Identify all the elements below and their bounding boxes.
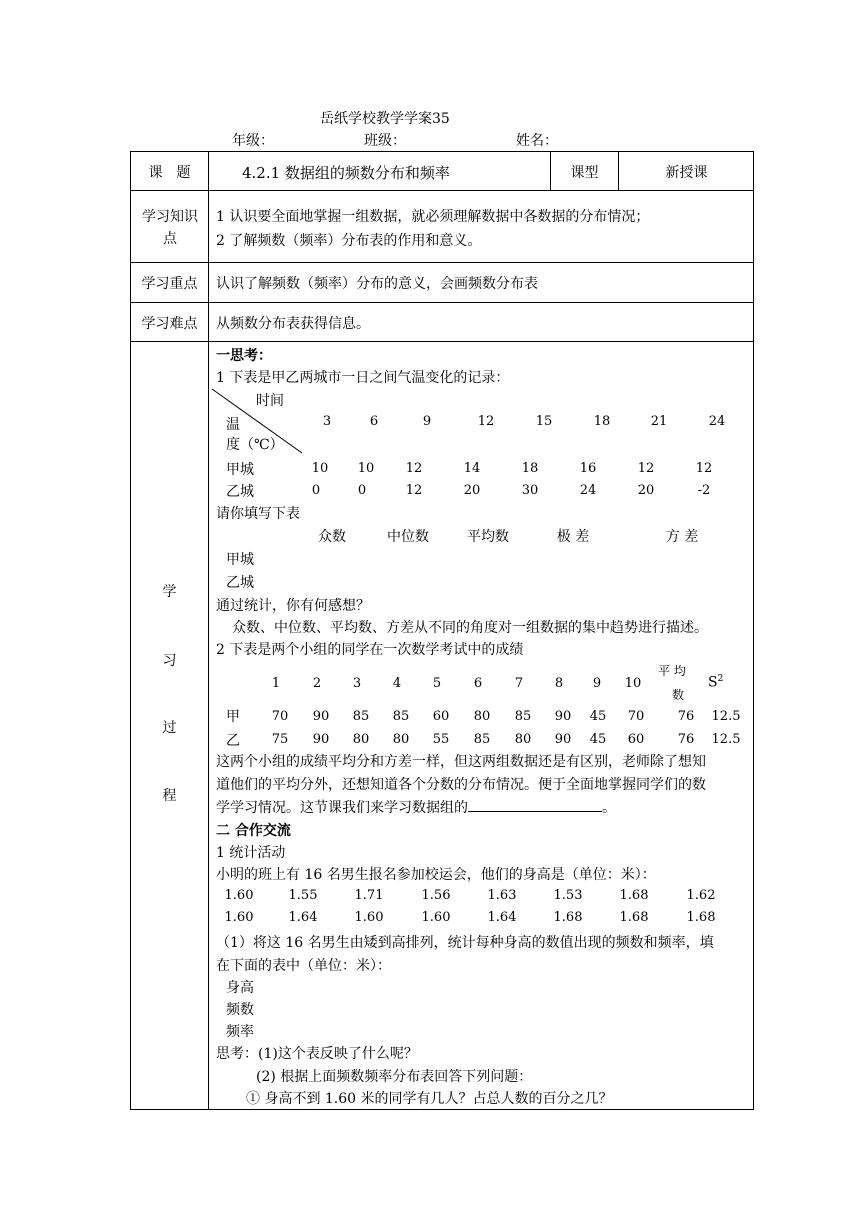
- score-cell: 45: [589, 709, 607, 724]
- height-cell: 1.53: [553, 888, 583, 903]
- stats-row-label: 甲城: [226, 552, 254, 568]
- process-label-char: 过: [162, 720, 177, 736]
- height-cell: 1.71: [354, 888, 384, 903]
- difficulty-label: 学习难点: [141, 316, 198, 332]
- grade-label: 年级：: [232, 133, 274, 149]
- col-divider: [208, 151, 209, 1110]
- temp-cell: 24: [579, 483, 597, 498]
- temp-header-1: 温: [226, 417, 240, 433]
- height-cell: 1.60: [354, 910, 384, 925]
- time-cell: 15: [535, 414, 553, 429]
- process-label-char: 习: [162, 653, 177, 669]
- temp-cell: 12: [637, 461, 655, 476]
- score-cell: 80: [392, 732, 410, 747]
- temp-cell: 0: [357, 483, 367, 498]
- process-label-char: 学: [162, 584, 177, 600]
- think-3: ① 身高不到 1.60 米的同学有几人？占总人数的百分之几？: [246, 1091, 613, 1107]
- avg-header-top: 平 均: [658, 664, 686, 678]
- temp-cell: 20: [637, 483, 655, 498]
- score-index: 7: [514, 676, 524, 691]
- score-cell: 45: [589, 732, 607, 747]
- time-cell: 9: [422, 414, 432, 429]
- time-cell: 24: [708, 414, 726, 429]
- topic-title: 4.2.1 数据组的频数分布和频率: [242, 164, 450, 182]
- score-index: 2: [312, 676, 322, 691]
- time-cell: 18: [593, 414, 611, 429]
- score-index: 5: [432, 676, 442, 691]
- task-1-line-1: （1）将这 16 名男生由矮到高排列，统计每种身高的数值出现的频数和频率，填: [216, 935, 714, 951]
- reflect-answer: 众数、中位数、平均数、方差从不同的角度对一组数据的集中趋势进行描述。: [232, 620, 708, 636]
- time-header: 时间: [256, 393, 284, 409]
- key-text: 认识了解频数（频率）分布的意义，会画频数分布表: [216, 276, 538, 292]
- freq-row-label: 频数: [226, 1002, 254, 1018]
- score-variance: 12.5: [711, 709, 741, 724]
- score-cell: 55: [432, 732, 450, 747]
- temp-cell: 0: [311, 483, 321, 498]
- temp-cell: 14: [463, 461, 481, 476]
- row-divider: [130, 190, 754, 191]
- city-jia-label: 甲城: [226, 462, 254, 478]
- fill-in-blank[interactable]: [468, 797, 602, 812]
- height-cell: 1.62: [686, 888, 716, 903]
- score-index: 10: [624, 676, 642, 691]
- time-cell: 21: [650, 414, 668, 429]
- paragraph-line-3: 学学习情况。这节课我们来学习数据组的 。: [216, 797, 616, 817]
- score-cell: 70: [271, 709, 289, 724]
- score-cell: 85: [352, 709, 370, 724]
- variance-header: $S^2$: [708, 674, 724, 691]
- process-label-char: 程: [162, 788, 177, 804]
- type-label: 课型: [570, 165, 599, 181]
- height-cell: 1.68: [553, 910, 583, 925]
- temp-cell: 18: [521, 461, 539, 476]
- temp-cell: 30: [521, 483, 539, 498]
- time-cell: 12: [477, 414, 495, 429]
- section-1-title: 一思考：: [216, 348, 272, 364]
- score-index: 3: [352, 676, 362, 691]
- row-divider: [130, 262, 754, 263]
- score-avg: 76: [677, 709, 695, 724]
- score-index: 6: [473, 676, 483, 691]
- temp-cell: -2: [697, 483, 711, 498]
- score-cell: 90: [312, 732, 330, 747]
- temp-cell: 10: [357, 461, 375, 476]
- row-divider: [130, 341, 754, 342]
- score-cell: 80: [473, 709, 491, 724]
- temp-header-2: 度（℃）: [226, 437, 284, 453]
- think-2: (2) 根据上面频数频率分布表回答下列问题：: [256, 1069, 533, 1085]
- score-cell: 85: [392, 709, 410, 724]
- group-yi-label: 乙: [226, 733, 240, 749]
- group-jia-label: 甲: [226, 709, 240, 725]
- height-cell: 1.68: [686, 910, 716, 925]
- stats-header: 众数: [318, 529, 346, 545]
- score-cell: 90: [554, 709, 572, 724]
- reflect-question: 通过统计，你有何感想？: [216, 598, 370, 614]
- score-index: 4: [392, 676, 402, 691]
- temp-cell: 10: [311, 461, 329, 476]
- freq-row-label: 频率: [226, 1024, 254, 1040]
- score-index: 8: [554, 676, 564, 691]
- stats-header: 方 差: [665, 529, 699, 545]
- score-cell: 80: [514, 732, 532, 747]
- class-label: 班级：: [364, 133, 406, 149]
- key-label: 学习重点: [141, 276, 198, 292]
- fill-prompt: 请你填写下表: [216, 506, 300, 522]
- type-value: 新授课: [665, 165, 708, 181]
- row-divider: [130, 302, 754, 303]
- score-avg: 76: [677, 732, 695, 747]
- height-cell: 1.68: [619, 910, 649, 925]
- name-label: 姓名：: [516, 133, 558, 149]
- paragraph-line-1: 这两个小组的成绩平均分和方差一样，但这两组数据还是有区别，老师除了想知: [216, 754, 706, 770]
- temp-cell: 12: [695, 461, 713, 476]
- height-cell: 1.60: [224, 910, 254, 925]
- height-cell: 1.60: [224, 888, 254, 903]
- score-cell: 60: [627, 732, 645, 747]
- avg-header-bottom: 数: [672, 688, 685, 702]
- question-1: 1 下表是甲乙两城市一日之间气温变化的记录：: [216, 370, 510, 386]
- stats-header: 中位数: [387, 529, 429, 545]
- height-cell: 1.64: [487, 910, 517, 925]
- page-title: 岳纸学校教学学案35: [320, 111, 450, 127]
- city-yi-label: 乙城: [226, 484, 254, 500]
- stats-header: 平均数: [467, 529, 509, 545]
- time-cell: 3: [322, 414, 332, 429]
- height-cell: 1.63: [487, 888, 517, 903]
- section-2-title: 二 合作交流: [216, 823, 291, 839]
- height-cell: 1.68: [619, 888, 649, 903]
- score-index: 9: [592, 676, 602, 691]
- knowledge-line-2: 2 了解频数（频率）分布表的作用和意义。: [216, 233, 482, 249]
- think-1: 思考：(1)这个表反映了什么呢？: [216, 1046, 418, 1062]
- temp-cell: 12: [405, 483, 423, 498]
- temp-cell: 12: [405, 461, 423, 476]
- score-cell: 90: [554, 732, 572, 747]
- knowledge-line-1: 1 认识要全面地掌握一组数据，就必须理解数据中各数据的分布情况；: [216, 209, 650, 225]
- temp-cell: 20: [463, 483, 481, 498]
- height-cell: 1.55: [288, 888, 318, 903]
- temp-cell: 16: [579, 461, 597, 476]
- activity-title: 1 统计活动: [216, 845, 286, 861]
- score-variance: 12.5: [711, 732, 741, 747]
- height-cell: 1.64: [288, 910, 318, 925]
- difficulty-text: 从频数分布表获得信息。: [216, 316, 370, 332]
- time-cell: 6: [369, 414, 379, 429]
- score-cell: 85: [473, 732, 491, 747]
- stats-header: 极 差: [556, 529, 590, 545]
- question-2: 2 下表是两个小组的同学在一次数学考试中的成绩: [216, 642, 524, 658]
- heights-intro: 小明的班上有 16 名男生报名参加校运会，他们的身高是（单位：米）：: [216, 867, 656, 883]
- score-cell: 75: [271, 732, 289, 747]
- score-cell: 60: [432, 709, 450, 724]
- knowledge-label: 学习知识点: [142, 209, 198, 247]
- height-cell: 1.56: [421, 888, 451, 903]
- score-cell: 90: [312, 709, 330, 724]
- paragraph-line-2: 道他们的平均分外，还想知道各个分数的分布情况。便于全面地掌握同学们的数: [216, 777, 706, 793]
- score-index: 1: [271, 676, 281, 691]
- freq-row-label: 身高: [226, 980, 254, 996]
- score-cell: 85: [514, 709, 532, 724]
- stats-row-label: 乙城: [226, 575, 254, 591]
- score-cell: 80: [352, 732, 370, 747]
- score-cell: 70: [627, 709, 645, 724]
- topic-label: 课 题: [148, 165, 191, 181]
- height-cell: 1.60: [421, 910, 451, 925]
- task-1-line-2: 在下面的表中（单位：米）：: [216, 958, 391, 974]
